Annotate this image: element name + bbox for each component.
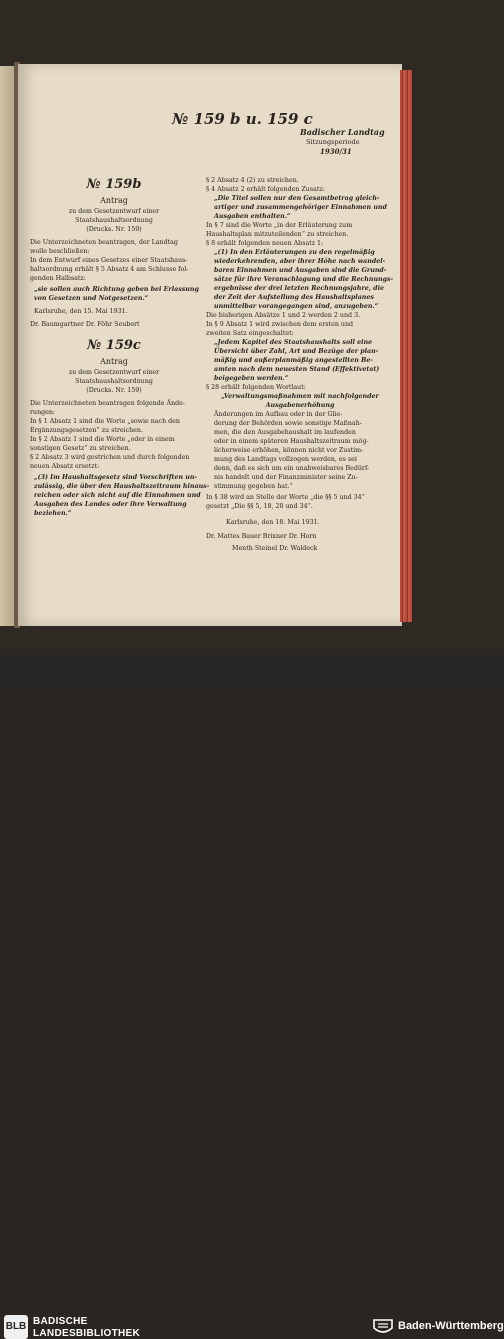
quote-line: mung des Landtags vollzogen werden, es sei — [214, 456, 357, 463]
paragraph-line: neuen Absatz ersetzt: — [30, 463, 100, 470]
subtitle-line: Staatshaushaltsordnung — [75, 217, 153, 224]
scanned-document — [0, 0, 504, 655]
paragraph-line: Die bisherigen Absätze 1 und 2 werden 2 und 3. — [206, 312, 361, 319]
section-title-159c: № 159c — [87, 338, 141, 353]
signature-line: Menth Steinel Dr. Waldeck — [232, 545, 318, 552]
paragraph-line: § 2 Absatz 4 (2) zu streichen. — [206, 177, 299, 184]
page-stack-edge — [400, 70, 412, 622]
quote-heading-line: „Verwaltungsmaßnahmen mit nachfolgender — [221, 393, 379, 400]
paragraph-line: § 2 Absatz 3 wird gestrichen und durch folgenden — [30, 454, 190, 461]
quote-line: beigegeben werden.“ — [214, 375, 289, 382]
paragraph-line: In dem Entwurf eines Gesetzes einer Staatshaus- — [30, 257, 188, 264]
paragraph-line: haltsordnung erhält § 5 Absatz 4 am Schlusse fol- — [30, 266, 189, 273]
quote-line: ergebnisse der drei letzten Rechnungsjahre, die — [214, 285, 384, 292]
antrag-heading: Antrag — [100, 357, 128, 366]
paragraph-line: Ergänzungsgesetzen“ zu streichen. — [30, 427, 143, 434]
quote-line: Änderungen im Aufbau oder in der Glie- — [214, 411, 343, 418]
quote-line: zulässig, die über den Haushaltszeitraum hinaus- — [34, 483, 210, 490]
subtitle-line: zu dem Gesetzentwurf einer — [68, 369, 160, 376]
paragraph-line: Die Unterzeichneten beantragen, der Landtag — [30, 239, 178, 246]
quote-line: oder in einem späteren Haushaltszeitraum mög- — [214, 438, 369, 445]
paragraph-line: zweiten Satz eingeschaltet: — [206, 330, 294, 337]
quote-line: „(1) In den Erläuterungen zu den regelmäßig — [214, 249, 375, 256]
paragraph-line: In § 2 Absatz 1 sind die Worte „oder in einem — [30, 436, 175, 443]
page-header: № 159 b u. 159 c — [172, 110, 313, 128]
quote-line: nis handelt und der Finanzminister seine Zu- — [214, 474, 358, 481]
right-header-line-3: 1930/31 — [320, 147, 352, 156]
section-title-159b: № 159b — [86, 177, 142, 192]
paragraph-line: In § 1 Absatz 1 sind die Worte „sowie nach den — [30, 418, 180, 425]
paragraph-line: § 8 erhält folgenden neuen Absatz 1: — [206, 240, 324, 247]
paragraph-line: wolle beschließen: — [30, 248, 90, 255]
quote-line: beziehen.“ — [34, 510, 72, 517]
quote-line: licherweise erhöhen, können nicht vor Zustim- — [214, 447, 364, 454]
paragraph-line: In § 7 sind die Worte „in der Erläuterung zum — [206, 222, 353, 229]
paragraph-line: genden Halbsatz: — [30, 275, 86, 282]
quote-line: unmittelbar vorangegangen sind, anzugeben.“ — [214, 303, 379, 310]
previous-page-edge — [0, 66, 14, 626]
quote-heading-line: Ausgabenerhöhung — [265, 402, 335, 409]
paragraph-line: § 28 erhält folgenden Wortlaut: — [206, 384, 306, 391]
subtitle-line: Staatshaushaltsordnung — [75, 378, 153, 385]
quote-line: artiger und zusammengehöriger Einnahmen und — [214, 204, 387, 211]
library-name-line-1: BADISCHE — [33, 1316, 88, 1327]
subtitle-line: (Drucks. Nr. 159) — [86, 387, 142, 394]
quote-line: „Die Titel sollen nur den Gesamtbetrag gleich- — [214, 195, 380, 202]
paragraph-line: In § 38 wird an Stelle der Worte „die §§ 5 und 34“ — [206, 494, 365, 501]
subtitle-line: zu dem Gesetzentwurf einer — [68, 208, 160, 215]
quote-line: stimmung gegeben hat.“ — [214, 483, 293, 490]
state-name: Baden-Württemberg — [398, 1320, 504, 1332]
paragraph-line: Haushaltsplan mitzuteilenden“ zu streichen. — [206, 231, 349, 238]
quote-line: „sie sollen auch Richtung geben bei Erlassung — [34, 286, 199, 293]
quote-line: Ausgaben enthalten.“ — [214, 213, 291, 220]
footer-bar — [0, 655, 504, 1339]
right-header-line-1: Badischer Landtag — [300, 127, 385, 137]
antrag-heading: Antrag — [100, 196, 128, 205]
quote-line: reichen oder sich nicht auf die Einnahmen und — [34, 492, 201, 499]
quote-line: denn, daß es sich um ein unabweisbares Bedürf- — [214, 465, 370, 472]
quote-line: „Jedem Kapitel des Staatshaushalts soll eine — [214, 339, 373, 346]
quote-line: derung der Behörden sowie sonstige Maßnah- — [214, 420, 362, 427]
date-line: Karlsruhe, den 18. Mai 1931. — [226, 519, 320, 526]
signature-line: Dr. Mattes Bauer Brixner Dr. Horn — [206, 533, 317, 540]
paragraph-line: § 4 Absatz 2 erhält folgenden Zusatz: — [206, 186, 325, 193]
quote-line: men, die den Ausgabehaushalt im laufenden — [214, 429, 356, 436]
paragraph-line: gesetzt „Die §§ 5, 18, 20 und 34“. — [206, 503, 313, 510]
quote-line: mäßig und außerplanmäßig angestellten Be- — [214, 357, 373, 364]
quote-line: der Zeit der Aufstellung des Haushaltsplanes — [214, 294, 374, 301]
quote-line: wiederkehrenden, aber ihrer Höhe nach wandel- — [214, 258, 386, 265]
quote-line: Übersicht über Zahl, Art und Bezüge der plan- — [214, 348, 379, 355]
library-name-line-2: LANDESBIBLIOTHEK — [33, 1328, 141, 1339]
quote-line: amten nach dem neuesten Stand (Effektivetat) — [214, 366, 380, 373]
quote-line: von Gesetzen und Notgesetzen.“ — [34, 295, 149, 302]
quote-line: Ausgaben des Landes oder ihre Verwaltung — [34, 501, 187, 508]
date-line: Karlsruhe, den 15. Mai 1931. — [34, 308, 128, 315]
paragraph-line: In § 9 Absatz 1 wird zwischen dem ersten und — [206, 321, 354, 328]
paragraph-line: sonstigen Gesetz“ zu streichen. — [30, 445, 131, 452]
paragraph-line: Die Unterzeichneten beantragen folgende Ände- — [30, 400, 186, 407]
quote-line: sätze für ihre Veranschlagung und die Rechnungs- — [214, 276, 394, 283]
subtitle-line: (Drucks. Nr. 159) — [86, 226, 142, 233]
paragraph-line: rungen: — [30, 409, 56, 416]
quote-line: baren Einnahmen und Ausgaben sind die Grund- — [214, 267, 387, 274]
blb-logo: BLB — [4, 1315, 28, 1339]
state-coat-of-arms-icon — [372, 1317, 394, 1337]
signature-line: Dr. Baumgartner Dr. Föhr Seubert — [30, 321, 140, 328]
quote-line: „(3) Im Haushaltsgesetz sind Vorschriften un- — [34, 474, 198, 481]
right-header-line-2: Sitzungsperiode — [306, 138, 360, 146]
